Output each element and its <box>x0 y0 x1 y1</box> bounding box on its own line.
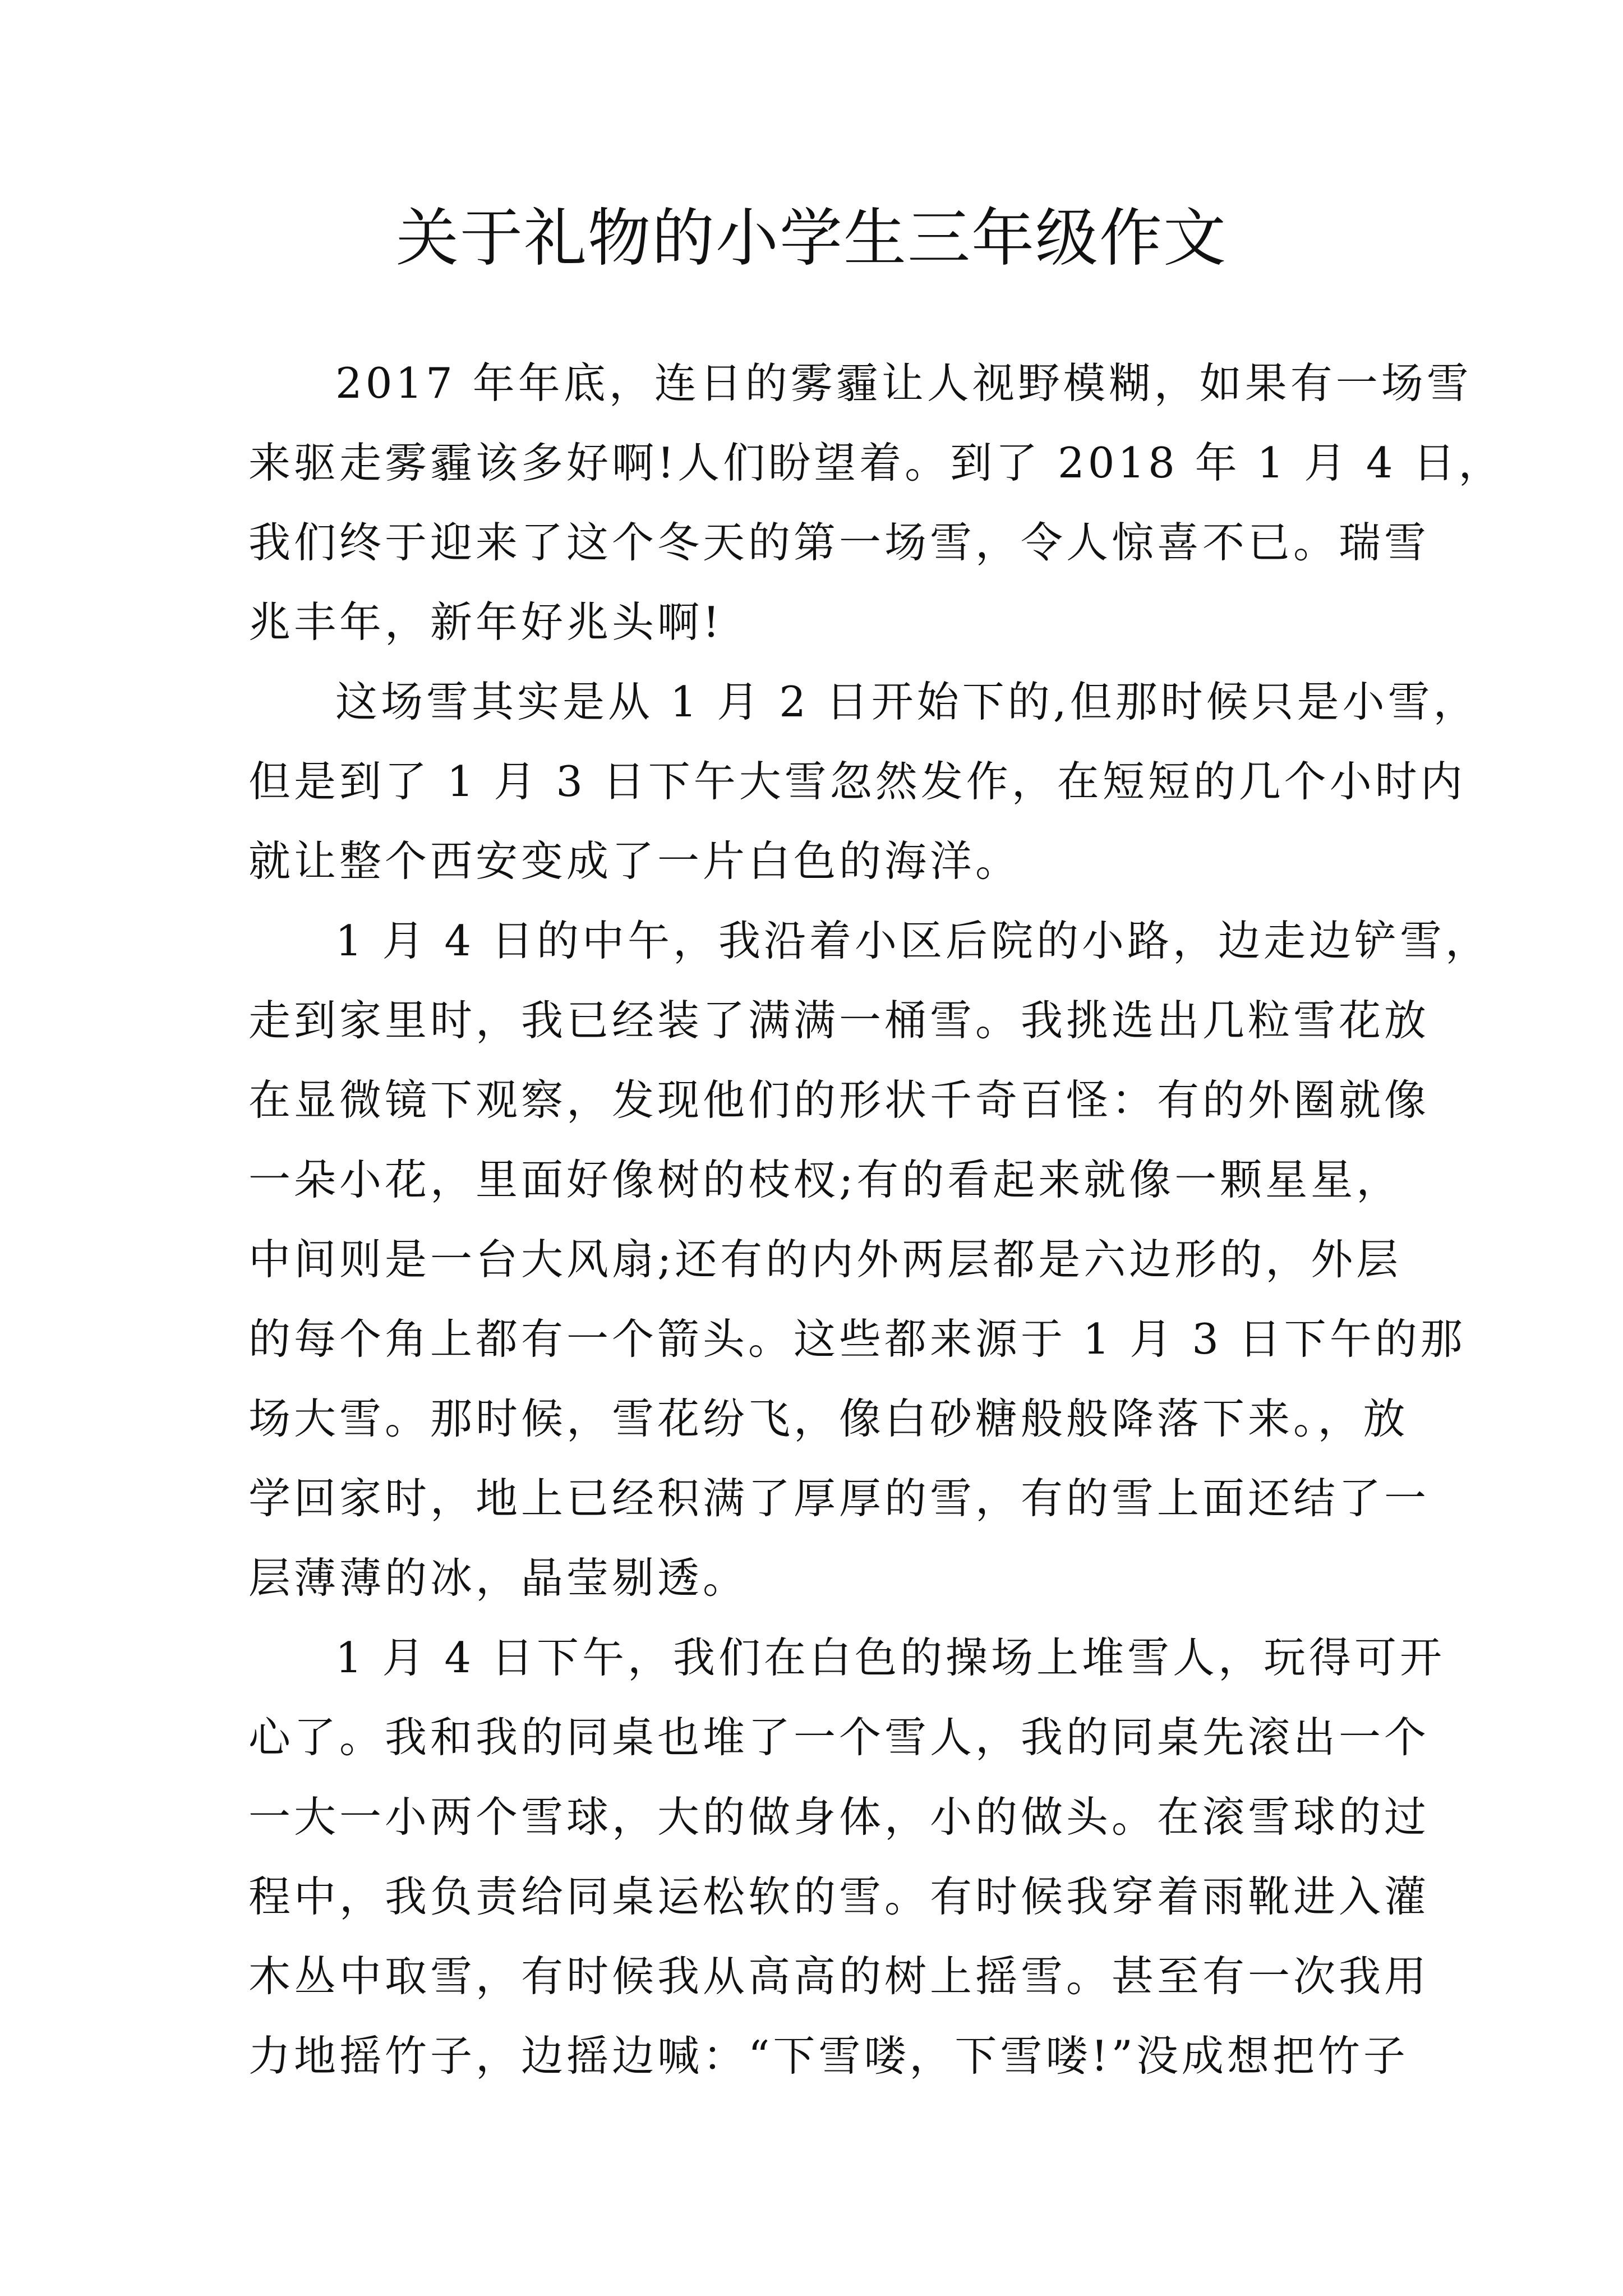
paragraph-1-line-2: 来驱走雾霾该多好啊!人们盼望着。到了 2018 年 1 月 4 日， <box>248 438 1504 487</box>
paragraph-2-line-1: 这场雪其实是从 1 月 2 日开始下的,但那时候只是小雪， <box>335 677 1479 726</box>
paragraph-4-line-4: 程中，我负责给同桌运松软的雪。有时候我穿着雨靴进入灌 <box>248 1872 1430 1921</box>
paragraph-4-line-3: 一大一小两个雪球，大的做身体，小的做头。在滚雪球的过 <box>248 1792 1430 1842</box>
paragraph-3-line-3: 在显微镜下观察，发现他们的形状千奇百怪：有的外圈就像 <box>248 1075 1430 1125</box>
paragraph-1-line-4: 兆丰年，新年好兆头啊! <box>248 597 723 647</box>
paragraph-4-line-5: 木丛中取雪，有时候我从高高的树上摇雪。甚至有一次我用 <box>248 1952 1430 2001</box>
paragraph-3-line-4: 一朵小花，里面好像树的枝杈;有的看起来就像一颗星星， <box>248 1155 1402 1204</box>
paragraph-3-line-1: 1 月 4 日的中午，我沿着小区后院的小路，边走边铲雪， <box>335 916 1491 965</box>
paragraph-2-line-2: 但是到了 1 月 3 日下午大雪忽然发作，在短短的几个小时内 <box>248 757 1466 806</box>
paragraph-4-line-6: 力地摇竹子，边摇边喊：“下雪喽，下雪喽!”没成想把竹子 <box>248 2031 1409 2081</box>
paragraph-3-line-2: 走到家里时，我已经装了满满一桶雪。我挑选出几粒雪花放 <box>248 996 1430 1045</box>
paragraph-4-line-1: 1 月 4 日下午，我们在白色的操场上堆雪人，玩得可开 <box>335 1633 1445 1682</box>
document-body <box>248 343 1504 2096</box>
paragraph-3-line-5: 中间则是一台大风扇;还有的内外两层都是六边形的，外层 <box>248 1235 1402 1284</box>
paragraph-1-line-1: 2017 年年底，连日的雾霾让人视野模糊，如果有一场雪 <box>335 358 1472 408</box>
paragraph-2-line-3: 就让整个西安变成了一片白色的海洋。 <box>248 836 1021 886</box>
document-title: 关于礼物的小学生三年级作文 <box>396 202 1227 275</box>
paragraph-3-line-9: 层薄薄的冰，晶莹剔透。 <box>248 1553 749 1603</box>
paragraph-1-line-3: 我们终于迎来了这个冬天的第一场雪，令人惊喜不已。瑞雪 <box>248 518 1430 567</box>
paragraph-3-line-6: 的每个角上都有一个箭头。这些都来源于 1 月 3 日下午的那 <box>248 1314 1466 1364</box>
paragraph-3-line-8: 学回家时，地上已经积满了厚厚的雪，有的雪上面还结了一 <box>248 1474 1430 1523</box>
paragraph-3-line-7: 场大雪。那时候，雪花纷飞，像白砂糖般般降落下来。，放 <box>248 1394 1409 1443</box>
paragraph-4-line-2: 心了。我和我的同桌也堆了一个雪人，我的同桌先滚出一个 <box>248 1713 1430 1762</box>
